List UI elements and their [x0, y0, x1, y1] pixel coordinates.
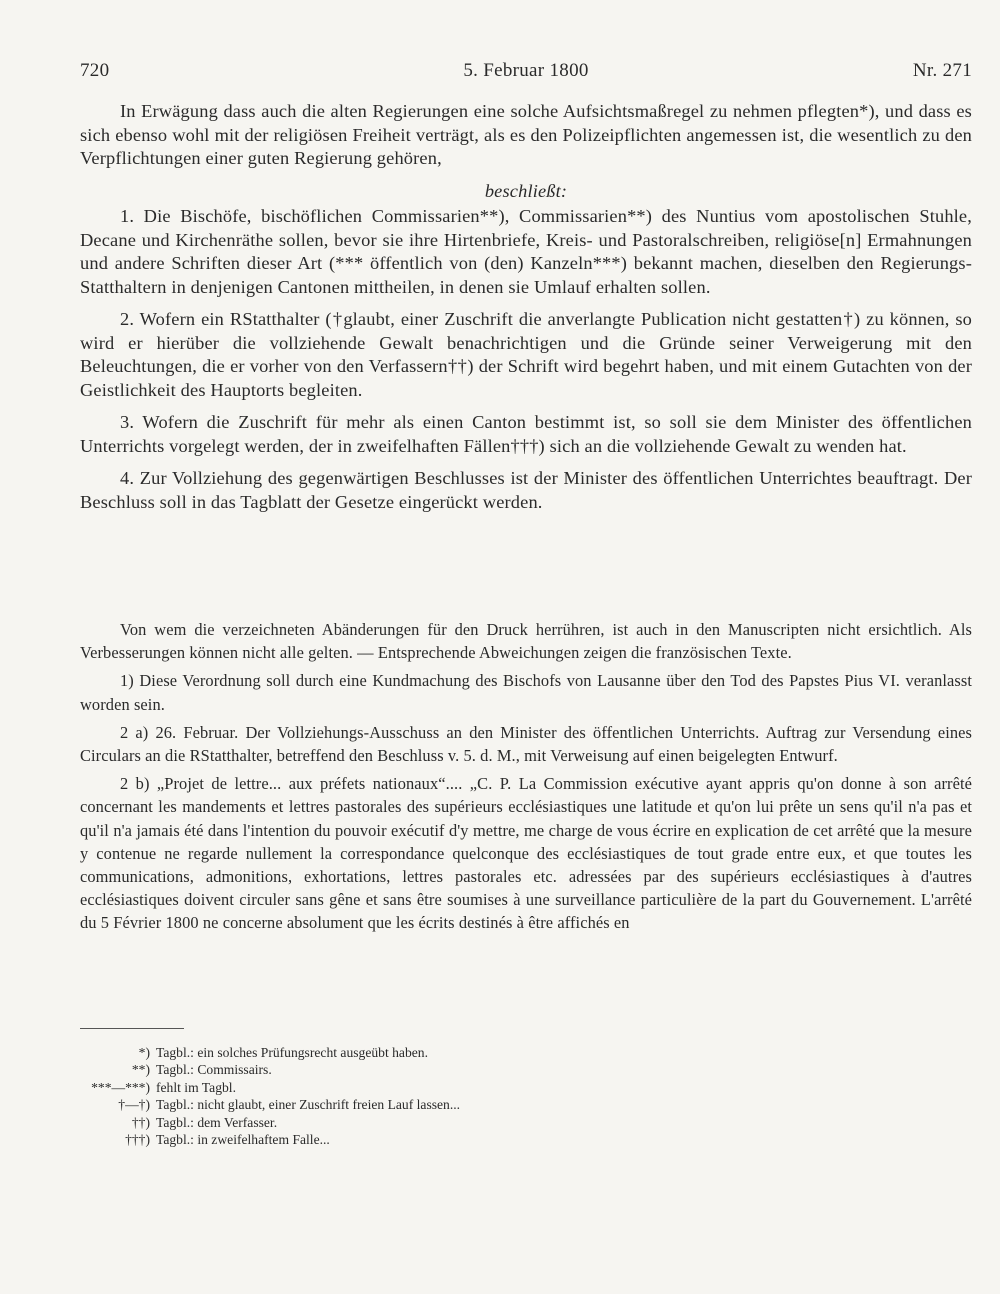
- footnote-text: Tagbl.: Commissairs.: [156, 1062, 272, 1078]
- footnote: [80, 1044, 680, 1061]
- footnote-mark: †—†): [118, 1097, 150, 1113]
- intro-paragraph: In Erwägung dass auch die alten Regierungen eine solche Aufsichtsmaßregel zu nehmen pflegten*), und dass es sich ebenso wohl mit der religiösen Freiheit verträgt, als es den Polizeipflichten angemessen ist, die wesentlich zu den Verpflichtungen einer guten Regierung gehören,: [80, 101, 972, 168]
- footnote-mark: ***—***): [91, 1079, 150, 1095]
- footnote-mark: ††): [131, 1114, 150, 1130]
- article-1: 1. Die Bischöfe, bischöflichen Commissarien**), Commissarien**) des Nuntius vom apostolischen Stuhle, Decane und Kirchenräthe sollen, bevor sie ihre Hirtenbriefe, Kreis- und Pastoralschreiben, religiöse[n] Ermahnungen und andere Schriften dieser Art (*** öffentlich von (den) Kanzeln***) bekannt machen, dieselben den Regierungs-Statthaltern in denjenigen Cantonen mittheilen, in denen sie Umlauf erhalten sollen.: [80, 206, 972, 297]
- note-2a: 2 a) 26. Februar. Der Vollziehungs-Ausschuss an den Minister des öffentlichen Unterrichts. Auftrag zur Versendung eines Circulars an die RStatthalter, betreffend den Beschluss v. 5. d. M., mit Verweisung auf einen beigelegten Entwurf.: [80, 722, 972, 766]
- page-header: [80, 60, 972, 86]
- footnote-text: Tagbl.: ein solches Prüfungsrecht ausgeübt haben.: [156, 1045, 428, 1060]
- article-2: 2. Wofern ein RStatthalter (†glaubt, einer Zuschrift die anverlangte Publication nicht gestatten†) zu können, so wird er hierüber die vollziehende Gewalt benachrichtigen und die Gründe seiner Verweigerung mit den Beleuchtungen, die er vorher von den Verfassern††) der Schrift wird begehrt haben, und mit einem Gutachten von der Geistlichkeit des Hauptorts begleiten.: [80, 309, 972, 400]
- footnote-text: fehlt im Tagbl.: [156, 1079, 236, 1095]
- footnote: [80, 1096, 680, 1113]
- footnotes: [80, 1044, 680, 1148]
- footnote-mark: **): [131, 1062, 150, 1078]
- page-number: 720: [80, 60, 110, 81]
- article-4: 4. Zur Vollziehung des gegenwärtigen Beschlusses ist der Minister des öffentlichen Unterrichtes beauftragt. Der Beschluss soll in das Tagblatt der Gesetze eingerückt werden.: [80, 468, 972, 512]
- footnote-mark: *): [138, 1045, 150, 1060]
- note-2b: 2 b) „Projet de lettre... aux préfets nationaux“.... „C. P. La Commission exécutive ayant appris qu'on donne à son arrêté concernant les mandements et lettres pastorales des supérieurs ecclésiastiques une latitude et qu'on lui prête un sens qu'il n'a pas et qu'il n'a jamais été dans l'intention du pouvoir exécutif d'y mettre, me charge de vous écrire en explication de cet arrêté que la mesure y contenue ne regarde nullement la correspondance quelconque des ecclésiastiques de tout grade entre eux, et que toutes les communications, admonitions, exhortations, lettres pastorales etc. adressées par des supérieurs ecclésiastiques à d'autres ecclésiastiques doivent circuler sans gêne et sans être soumises à une surveillance particulière de la part du Gouvernement. L'arrêté du 5 Février 1800 ne concerne absolument que les écrits destinés à être affichés en: [80, 774, 972, 933]
- editorial-notes: [80, 618, 972, 940]
- note-general: Von wem die verzeichneten Abänderungen für den Druck herrühren, ist auch in den Manuscripten nicht ersichtlich. Als Verbesserungen können nicht alle gelten. — Entsprechende Abweichungen zeigen die französischen Texte.: [80, 620, 972, 663]
- footnote: [80, 1079, 680, 1096]
- footnote-text: Tagbl.: in zweifelhaftem Falle...: [156, 1132, 330, 1148]
- footnote-text: Tagbl.: nicht glaubt, einer Zuschrift freien Lauf lassen...: [156, 1097, 461, 1113]
- footnote-mark: †††): [125, 1132, 150, 1148]
- footnote: [80, 1114, 680, 1131]
- note-1: 1) Diese Verordnung soll durch eine Kundmachung des Bischofs von Lausanne über den Tod des Papstes Pius VI. veranlasst worden sein.: [80, 671, 972, 714]
- footnote-divider: [80, 1028, 184, 1029]
- footnote: [80, 1061, 680, 1078]
- document-number: Nr. 271: [912, 60, 972, 81]
- footnote: [80, 1131, 680, 1148]
- footnote-text: Tagbl.: dem Verfasser.: [156, 1114, 278, 1130]
- article-3: 3. Wofern die Zuschrift für mehr als einen Canton bestimmt ist, so soll sie dem Minister des öffentlichen Unterrichts vorgelegt werden, der in zweifelhaften Fällen†††) sich an die vollziehende Gewalt zu wenden hat.: [80, 412, 972, 456]
- resolves-heading: beschließt:: [484, 180, 568, 201]
- resolution-text: [80, 100, 972, 523]
- page-date: 5. Februar 1800: [463, 60, 589, 81]
